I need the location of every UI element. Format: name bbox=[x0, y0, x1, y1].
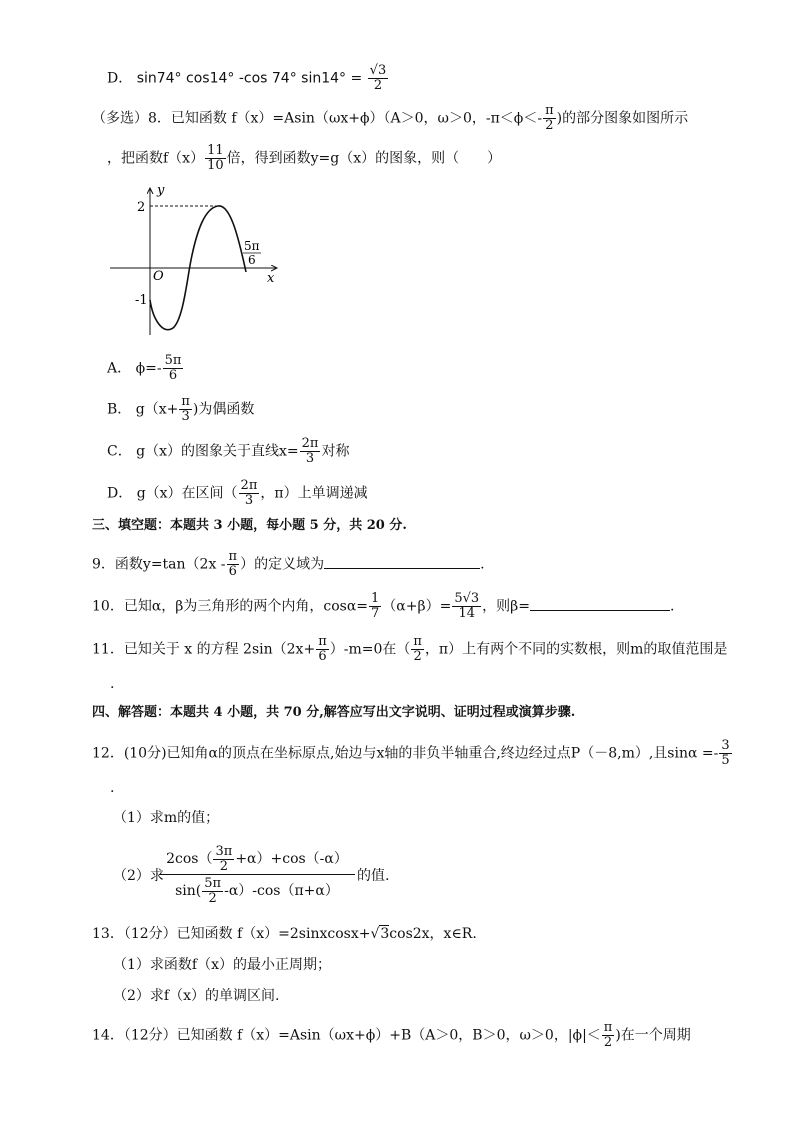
text: ，则β= bbox=[482, 598, 530, 615]
q12 bbox=[92, 739, 733, 768]
text: 13．（12分）已知函数 f（x）=2sinxcosx+ bbox=[92, 926, 371, 942]
numerator: π bbox=[318, 634, 327, 649]
y-min-label: -1 bbox=[135, 293, 148, 308]
fraction bbox=[239, 479, 260, 508]
fraction bbox=[411, 635, 424, 664]
fraction bbox=[227, 550, 240, 579]
numerator: 5π bbox=[204, 875, 222, 891]
fraction bbox=[316, 635, 329, 664]
fraction bbox=[602, 1021, 615, 1050]
text: ）-m=0在（ bbox=[329, 641, 411, 658]
denominator: 3 bbox=[181, 409, 190, 424]
q12-part1: （1）求m的值； bbox=[113, 810, 220, 826]
option-label: D． bbox=[107, 485, 133, 502]
denominator: 2 bbox=[603, 1035, 613, 1050]
sqrt-sign: √ bbox=[370, 926, 380, 942]
numerator: 2π bbox=[301, 436, 319, 451]
q8-option-b bbox=[107, 395, 254, 424]
x-mark-numerator: 5π bbox=[244, 239, 260, 253]
text: )的部分图象如图所示 bbox=[556, 110, 689, 127]
q9 bbox=[92, 550, 485, 579]
answer-blank[interactable] bbox=[530, 598, 670, 611]
section-heading-fill-in: 三、填空题：本题共 3 小题，每小题 5 分，共 20 分. bbox=[92, 518, 407, 533]
text: 10．已知α，β为三角形的两个内角，cosα= bbox=[92, 598, 369, 615]
fraction bbox=[452, 592, 481, 621]
fraction bbox=[205, 144, 226, 173]
q8-line2 bbox=[107, 144, 501, 173]
q13-part2: （2）求f（x）的单调区间. bbox=[113, 988, 280, 1004]
text: ϕ=- bbox=[135, 360, 162, 377]
sine-graph bbox=[105, 180, 290, 340]
q8-option-c bbox=[107, 437, 349, 466]
numerator: 1 bbox=[371, 591, 380, 606]
numerator: 3π bbox=[215, 843, 233, 859]
denominator: 14 bbox=[458, 606, 475, 621]
expression: sin74° cos14° -cos 74° sin14° = bbox=[136, 70, 363, 87]
text: 12．(10分)已知角α的顶点在坐标原点,始边与x轴的非负半轴重合,终边经过点P（－8,m）,且sinα =- bbox=[92, 745, 719, 762]
option-label: C． bbox=[107, 443, 132, 460]
x-axis-label: x bbox=[267, 271, 275, 286]
text: ）的定义域为 bbox=[240, 556, 325, 573]
text: cos2x，x∈R. bbox=[389, 926, 477, 942]
fraction bbox=[719, 739, 731, 768]
text: （α+β）= bbox=[382, 598, 452, 615]
big-denominator bbox=[159, 875, 355, 907]
x-mark-denominator: 6 bbox=[248, 253, 256, 267]
fraction bbox=[368, 64, 389, 93]
denominator: 2 bbox=[219, 858, 229, 874]
text: sin( bbox=[175, 883, 202, 899]
text: ，π）上单调递减 bbox=[260, 485, 368, 502]
numerator: 5√3 bbox=[454, 591, 480, 606]
numerator: 11 bbox=[207, 143, 224, 158]
q8-option-d bbox=[107, 479, 368, 508]
denominator: 2 bbox=[373, 78, 383, 93]
numerator: 5π bbox=[164, 353, 182, 368]
q7-option-d bbox=[107, 64, 389, 93]
fraction bbox=[179, 395, 192, 424]
option-label: A． bbox=[107, 360, 132, 377]
numerator: π bbox=[603, 1020, 613, 1035]
text: -α）-cos（π+α） bbox=[224, 883, 339, 899]
fraction bbox=[369, 592, 381, 621]
denominator: 3 bbox=[305, 451, 315, 466]
text: 的值. bbox=[357, 868, 390, 884]
option-label: D． bbox=[107, 70, 133, 87]
q13 bbox=[92, 924, 477, 944]
text: ，把函数f（x） bbox=[107, 150, 205, 167]
text: g（x）的图象关于直线x= bbox=[136, 443, 299, 460]
denominator: 7 bbox=[371, 606, 380, 621]
text: )为偶函数 bbox=[192, 401, 255, 418]
text: )在一个周期 bbox=[615, 1027, 691, 1044]
q14 bbox=[92, 1021, 691, 1050]
text: 11．已知关于 x 的方程 2sin（2x+ bbox=[92, 641, 316, 658]
text: 9．函数y=tan（2x - bbox=[92, 556, 226, 573]
big-fraction bbox=[159, 844, 355, 907]
radicand: 3 bbox=[380, 926, 390, 942]
numerator: √3 bbox=[369, 63, 387, 78]
text: g（x+ bbox=[135, 401, 179, 418]
q13-part1: （1）求函数f（x）的最小正周期； bbox=[113, 957, 331, 973]
text: （多选）8．已知函数 f（x）=Asin（ωx+ϕ）（A＞0，ω＞0，-π＜ϕ＜- bbox=[92, 110, 543, 127]
denominator: 6 bbox=[318, 649, 327, 664]
y-max-label: 2 bbox=[137, 200, 146, 215]
numerator: π bbox=[545, 103, 554, 118]
fraction bbox=[300, 437, 321, 466]
numerator: π bbox=[181, 394, 190, 409]
text: +α）+cos（-α） bbox=[235, 851, 348, 867]
fraction bbox=[202, 877, 223, 906]
numerator: π bbox=[228, 549, 238, 564]
text: 对称 bbox=[321, 443, 350, 460]
section-heading-answer: 四、解答题：本题共 4 小题，共 70 分,解答应写出文字说明、证明过程或演算步骤. bbox=[92, 705, 576, 720]
denominator: 5 bbox=[721, 753, 730, 768]
text: 14．（12分）已知函数 f（x）=Asin（ωx+ϕ）+B（A＞0，B＞0，ω＞0，|ϕ|＜ bbox=[92, 1027, 601, 1044]
denominator: 3 bbox=[244, 493, 254, 508]
q10 bbox=[92, 592, 674, 621]
numerator: π bbox=[413, 634, 422, 649]
text: . bbox=[480, 556, 485, 573]
text: ，π）上有两个不同的实数根，则m的取值范围是 bbox=[424, 641, 728, 658]
denominator: 2 bbox=[545, 118, 554, 133]
q8-line1 bbox=[92, 104, 688, 133]
option-label: B． bbox=[107, 401, 132, 418]
numerator: 3 bbox=[721, 738, 730, 753]
denominator: 2 bbox=[208, 890, 217, 906]
fraction bbox=[543, 104, 556, 133]
text: 2cos（ bbox=[166, 851, 213, 867]
text: . bbox=[669, 598, 675, 615]
numerator: 2π bbox=[240, 478, 258, 493]
answer-blank[interactable] bbox=[324, 556, 480, 569]
q11-cont: . bbox=[110, 676, 115, 692]
origin-label: O bbox=[153, 269, 164, 284]
y-axis-label: y bbox=[157, 183, 165, 198]
denominator: 6 bbox=[168, 368, 178, 383]
big-numerator bbox=[159, 844, 355, 875]
denominator: 2 bbox=[413, 649, 422, 664]
denominator: 10 bbox=[207, 158, 224, 173]
text: （2）求 bbox=[113, 868, 164, 884]
fraction bbox=[163, 354, 184, 383]
denominator: 6 bbox=[228, 564, 237, 579]
q12-cont: . bbox=[110, 780, 115, 796]
q8-option-a bbox=[107, 354, 184, 383]
fraction bbox=[213, 845, 234, 874]
text: g（x）在区间（ bbox=[136, 485, 238, 502]
q11 bbox=[92, 635, 727, 664]
text: 倍，得到函数y=g（x）的图象，则（ ） bbox=[226, 150, 502, 167]
